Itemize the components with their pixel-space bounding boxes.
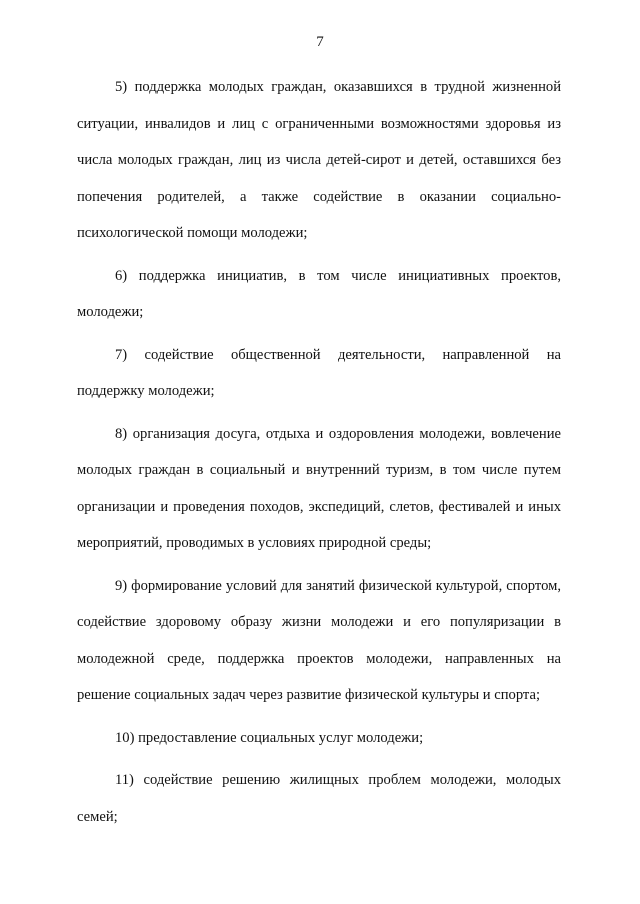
paragraph-item-10: 10) предоставление социальных услуг молодежи;: [115, 729, 424, 746]
paragraph-item-11: 11) содействие решению жилищных проблем молодежи, молодых семей;: [77, 772, 561, 825]
paragraph-item-9: 9) формирование условий для занятий физической культурой, спортом, содействие здоровому образу жизни молодежи и его популяризации в молодежной среде, поддержка проектов молодежи, направленных на решение социальных задач через развитие физической культуры и спорта;: [77, 577, 561, 703]
paragraph-item-5: 5) поддержка молодых граждан, оказавшихся в трудной жизненной ситуации, инвалидов и лиц с ограниченными возможностями здоровья из числа молодых граждан, лиц из числа детей-сирот и детей, оставшихся без попечения родителей, а также содействие в оказании социально-психологической помощи молодежи;: [77, 79, 561, 241]
paragraph-item-6: 6) поддержка инициатив, в том числе инициативных проектов, молодежи;: [77, 267, 561, 320]
paragraph-item-7: 7) содействие общественной деятельности, направленной на поддержку молодежи;: [77, 346, 561, 399]
document-body: [77, 69, 561, 835]
page-number: 7: [316, 34, 324, 50]
paragraph-item-8: 8) организация досуга, отдыха и оздоровления молодежи, вовлечение молодых граждан в социальный и внутренний туризм, в том числе путем организации и проведения походов, экспедиций, слетов, фестивалей и иных мероприятий, проводимых в условиях природной среды;: [77, 425, 561, 551]
